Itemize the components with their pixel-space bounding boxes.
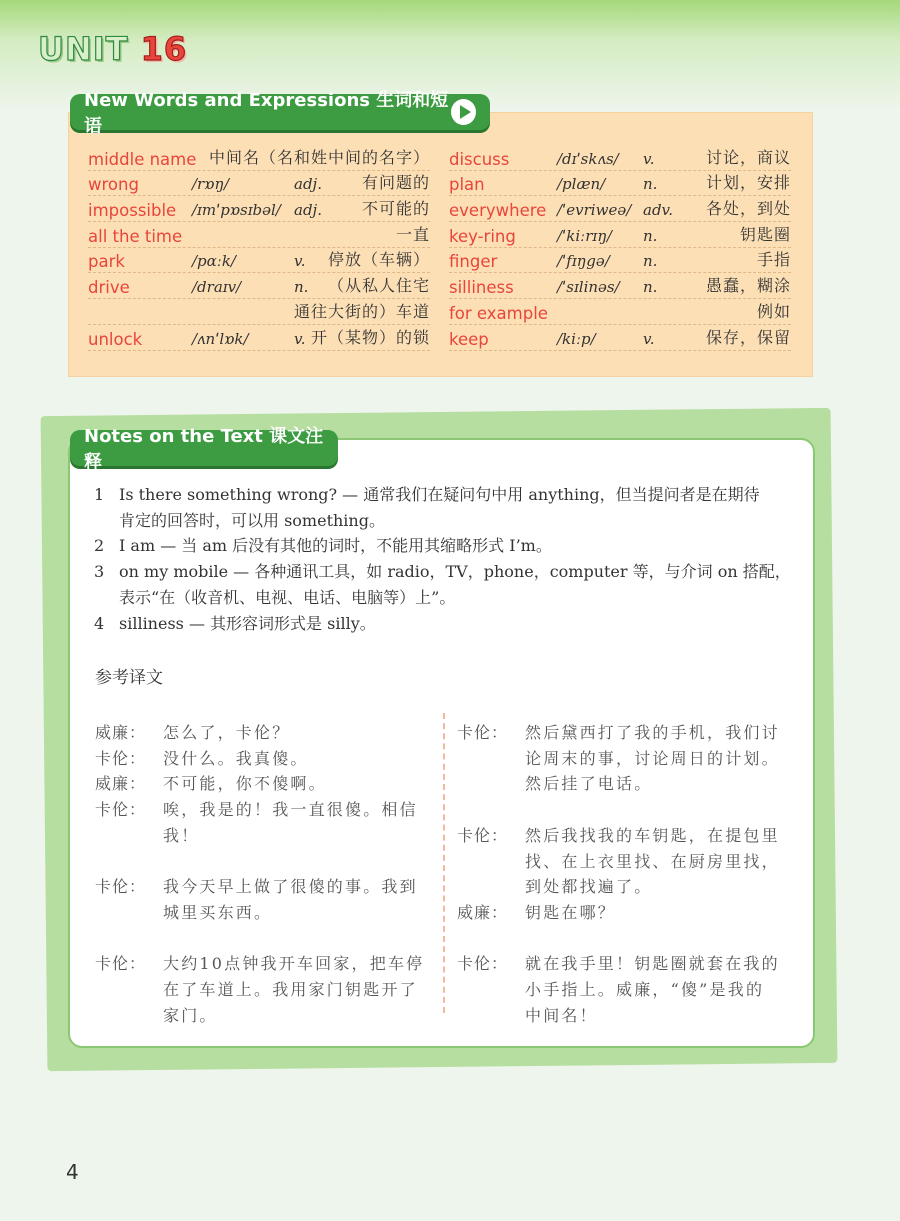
- dialogue-line: [95, 977, 435, 1003]
- vocab-phonetic: /dɪˈskʌs/: [557, 149, 619, 168]
- translation-title: 参考译文: [95, 668, 163, 688]
- vocab-meaning: 中间名（名和姓中间的名字）: [208, 147, 430, 167]
- vocab-row: [449, 325, 791, 351]
- dialogue-speaker: 威廉：: [95, 774, 147, 794]
- vocab-column-right: [449, 145, 791, 351]
- vocab-meaning: 不可能的: [361, 199, 430, 219]
- dialogue-speaker: 卡伦：: [457, 825, 509, 845]
- dialogue-text: 大约10点钟我开车回家，把车停: [163, 954, 425, 974]
- vocab-meaning: 开（某物）的锁: [310, 327, 430, 347]
- dialogue-text: 怎么了，卡伦？: [163, 723, 291, 742]
- vocab-phonetic: /draɪv/: [192, 278, 242, 297]
- unit-label: UNIT: [38, 30, 129, 68]
- dialogue-text: 找、在上衣里找、在厨房里找，: [525, 851, 780, 871]
- vocab-meaning: 愚蠢，糊涂: [705, 276, 791, 296]
- dialogue-text: 论周末的事，讨论周日的计划。: [525, 748, 780, 768]
- vocab-meaning: 手指: [756, 250, 791, 270]
- vocab-row: [88, 171, 430, 197]
- dialogue-line: [457, 849, 797, 875]
- dialogue-line: [457, 874, 797, 900]
- dialogue-text: 我今天早上做了很傻的事。我到: [163, 877, 418, 897]
- vocab-meaning: 一直: [395, 224, 430, 244]
- dialogue-line: [95, 900, 435, 926]
- vocab-part-of-speech: n.: [643, 175, 658, 194]
- vocab-meaning: 例如: [756, 301, 791, 321]
- vocab-row: [449, 248, 791, 274]
- translation-column-right: [457, 720, 797, 1028]
- note-number: 2: [94, 536, 105, 556]
- vocab-part-of-speech: n.: [643, 226, 658, 245]
- vocab-row: [449, 171, 791, 197]
- note-line: 肯定的回答时，可以用 something。: [119, 510, 385, 530]
- dialogue-text: 然后挂了电话。: [525, 774, 653, 794]
- dialogue-text: 中间名！: [525, 1005, 598, 1025]
- dialogue-line: [95, 720, 435, 746]
- vocab-part-of-speech: v.: [643, 329, 655, 348]
- vocab-row: [88, 248, 430, 274]
- vocab-row: [88, 222, 430, 248]
- dialogue-line: [95, 771, 435, 797]
- vocab-word: everywhere: [449, 201, 547, 221]
- dialogue-text: 到处都找遍了。: [525, 877, 653, 897]
- vocab-part-of-speech: v.: [643, 149, 655, 168]
- vocab-word: for example: [449, 303, 548, 323]
- vocab-meaning: 保存，保留: [705, 327, 791, 347]
- notes-list: [94, 482, 799, 636]
- vocab-row: [88, 145, 430, 171]
- note-item: [94, 611, 799, 637]
- play-icon: [460, 105, 471, 119]
- notes-title: Notes on the Text 课文注释: [84, 426, 324, 473]
- vocab-meaning: 讨论，商议: [705, 147, 791, 167]
- note-item: [94, 559, 799, 610]
- vocab-meaning: 有问题的: [361, 173, 430, 193]
- vocab-word: all the time: [88, 226, 183, 246]
- vocab-phonetic: /ɪmˈpɒsɪbəl/: [192, 201, 281, 220]
- dialogue-line: [95, 797, 435, 848]
- dialogue-speaker: 卡伦：: [95, 954, 147, 974]
- note-line: silliness — 其形容词形式是 silly。: [119, 613, 376, 633]
- dialogue-text: 唉，我是的！我一直很傻。相信我！: [163, 800, 418, 845]
- dialogue-line: [457, 1003, 797, 1029]
- vocab-word: keep: [449, 329, 489, 349]
- vocab-word: impossible: [88, 201, 177, 221]
- dialogue-gap: [95, 926, 435, 952]
- dialogue-line: [95, 874, 435, 900]
- note-line: on my mobile — 各种通讯工具，如 radio，TV，phone，computer 等，与介词 on 搭配，: [119, 562, 791, 582]
- vocab-meaning: 计划，安排: [705, 173, 791, 193]
- dialogue-line: [457, 951, 797, 977]
- unit-title: [38, 30, 187, 68]
- notes-tab: [70, 426, 338, 473]
- column-divider: [443, 713, 445, 1013]
- dialogue-line: [457, 900, 797, 926]
- vocab-word: finger: [449, 252, 498, 272]
- vocab-phonetic: /ˈkiːrɪŋ/: [557, 226, 612, 245]
- vocab-part-of-speech: adv.: [643, 201, 674, 220]
- words-tab: [70, 90, 490, 137]
- vocab-row: [88, 325, 430, 351]
- dialogue-line: [95, 951, 435, 977]
- dialogue-speaker: 威廉：: [457, 902, 509, 922]
- vocab-phonetic: /ˈevriweə/: [557, 201, 632, 220]
- dialogue-speaker: 卡伦：: [457, 954, 509, 974]
- vocab-word: middle name: [88, 149, 197, 169]
- dialogue-text: 没什么。我真傻。: [163, 748, 309, 768]
- vocab-column-left: [88, 145, 430, 351]
- dialogue-speaker: 卡伦：: [457, 723, 509, 742]
- vocab-phonetic: /ˈsɪlinəs/: [557, 278, 620, 297]
- dialogue-speaker: 卡伦：: [95, 748, 147, 768]
- vocab-word: wrong: [88, 175, 139, 195]
- vocab-word: plan: [449, 175, 485, 195]
- dialogue-line: [457, 977, 797, 1003]
- note-number: 4: [94, 613, 105, 633]
- dialogue-line: [95, 746, 435, 772]
- vocab-row: [88, 273, 430, 299]
- vocab-word: unlock: [88, 329, 143, 349]
- vocab-phonetic: /plæn/: [557, 175, 606, 194]
- vocab-phonetic: /ʌnˈlɒk/: [192, 329, 249, 348]
- vocab-word: discuss: [449, 149, 510, 169]
- dialogue-line: [457, 746, 797, 772]
- vocab-part-of-speech: v.: [294, 252, 306, 271]
- vocab-word: park: [88, 252, 125, 272]
- dialogue-line: [457, 823, 797, 849]
- note-line: I am — 当 am 后没有其他的词时，不能用其缩略形式 I’m。: [119, 536, 552, 556]
- vocab-phonetic: /pɑːk/: [192, 252, 236, 271]
- vocab-word: silliness: [449, 278, 514, 298]
- vocab-meaning: 钥匙圈: [739, 224, 791, 244]
- vocab-part-of-speech: n.: [294, 278, 309, 297]
- note-item: [94, 482, 799, 533]
- vocab-word: key-ring: [449, 226, 516, 246]
- vocab-phonetic: /rɒŋ/: [192, 175, 230, 194]
- dialogue-line: [457, 720, 797, 746]
- dialogue-text: 就在我手里！钥匙圈就套在我的: [525, 954, 780, 974]
- vocab-part-of-speech: n.: [643, 278, 658, 297]
- translation-column-left: [95, 720, 435, 1028]
- vocab-row: [449, 196, 791, 222]
- vocab-meaning: （从私人住宅: [327, 276, 430, 296]
- dialogue-line: [457, 771, 797, 797]
- page-number: 4: [66, 1160, 79, 1184]
- dialogue-speaker: 卡伦：: [95, 877, 147, 897]
- note-line: Is there something wrong? — 通常我们在疑问句中用 anything，但当提问者是在期待: [119, 485, 760, 504]
- vocab-meaning: 各处，到处: [705, 199, 791, 219]
- dialogue-text: 然后黛西打了我的手机，我们讨: [525, 723, 780, 742]
- dialogue-text: 钥匙在哪？: [525, 902, 617, 922]
- vocab-word: drive: [88, 278, 130, 298]
- vocab-row: [88, 196, 430, 222]
- vocab-row: [449, 299, 791, 325]
- unit-number: 16: [140, 30, 188, 68]
- dialogue-line: [95, 1003, 435, 1029]
- note-number: 1: [94, 485, 105, 504]
- vocab-meaning: 通往大街的）车道: [293, 301, 430, 321]
- vocab-row: [88, 299, 430, 325]
- vocab-row: [449, 222, 791, 248]
- vocab-phonetic: /kiːp/: [557, 329, 596, 348]
- vocab-phonetic: /ˈfɪŋgə/: [557, 252, 610, 271]
- words-title: New Words and Expressions 生词和短语: [84, 90, 449, 137]
- dialogue-speaker: 威廉：: [95, 723, 147, 742]
- dialogue-speaker: 卡伦：: [95, 800, 147, 820]
- vocab-part-of-speech: v.: [294, 329, 306, 348]
- note-item: [94, 533, 799, 559]
- dialogue-text: 然后我找我的车钥匙，在提包里: [525, 825, 780, 845]
- dialogue-text: 在了车道上。我用家门钥匙开了: [163, 980, 418, 999]
- dialogue-text: 家门。: [163, 1005, 218, 1025]
- dialogue-text: 不可能，你不傻啊。: [163, 774, 327, 794]
- note-line: 表示“在（收音机、电视、电话、电脑等）上”。: [119, 587, 456, 607]
- vocab-meaning: 停放（车辆）: [327, 250, 430, 270]
- vocab-part-of-speech: n.: [643, 252, 658, 271]
- dialogue-gap: [457, 926, 797, 952]
- vocab-row: [449, 145, 791, 171]
- dialogue-text: 城里买东西。: [163, 902, 273, 922]
- dialogue-gap: [95, 849, 435, 875]
- vocab-row: [449, 273, 791, 299]
- dialogue-text: 小手指上。威廉，“傻”是我的: [525, 980, 765, 999]
- vocab-part-of-speech: adj.: [294, 175, 322, 194]
- note-number: 3: [94, 562, 105, 582]
- vocab-part-of-speech: adj.: [294, 201, 322, 220]
- dialogue-gap: [457, 797, 797, 823]
- play-audio-button[interactable]: [451, 99, 476, 125]
